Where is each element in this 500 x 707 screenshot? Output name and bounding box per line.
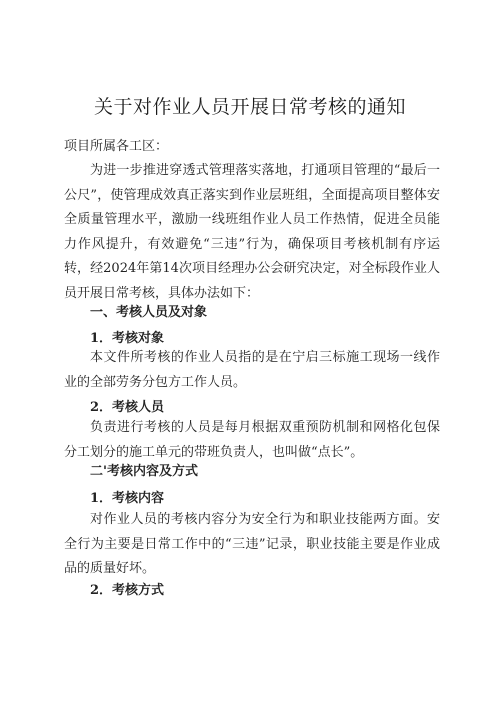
document-title: 关于对作业人员开展日常考核的通知 <box>93 96 406 118</box>
section-1-2-heading: 2．考核人员 <box>90 400 165 415</box>
section-2-1-heading: 1．考核内容 <box>90 491 165 506</box>
section-1-1-text: 本文件所考核的作业人员指的是在宁启三标施工现场一线作业的全部劳务分包方工作人员。 <box>64 350 440 390</box>
salutation: 项目所属各工区： <box>64 139 169 154</box>
intro-paragraph: 为进一步推进穿透式管理落实落地，打通项目管理的“最后一公尺”，使管理成效真正落实到作业层班组，全面提高项目整体安全质量管理水平，激励一线班组作业人员工作热情，促进全员能力作风提升，有效避免“三违”行为，确保项目考核机制有序运转，经2024年第14次项目经理办公会研究决定，对全标段作业人员开展日常考核，具体办法如下： <box>64 163 440 301</box>
section-2-heading: 二'考核内容及方式 <box>90 464 198 479</box>
section-2-1-text: 对作业人员的考核内容分为安全行为和职业技能两方面。安全行为主要是日常工作中的“三违”记录，职业技能主要是作业成品的质量好坏。 <box>64 512 440 576</box>
section-1-1-heading: 1．考核对象 <box>90 331 165 346</box>
section-1-2-text: 负责进行考核的人员是每月根据双重预防机制和网格化包保分工划分的施工单元的带班负责人，也叫做“点长”。 <box>64 420 440 460</box>
section-1-heading: 一、考核人员及对象 <box>90 305 208 320</box>
section-2-2-heading: 2．考核方式 <box>90 583 165 598</box>
